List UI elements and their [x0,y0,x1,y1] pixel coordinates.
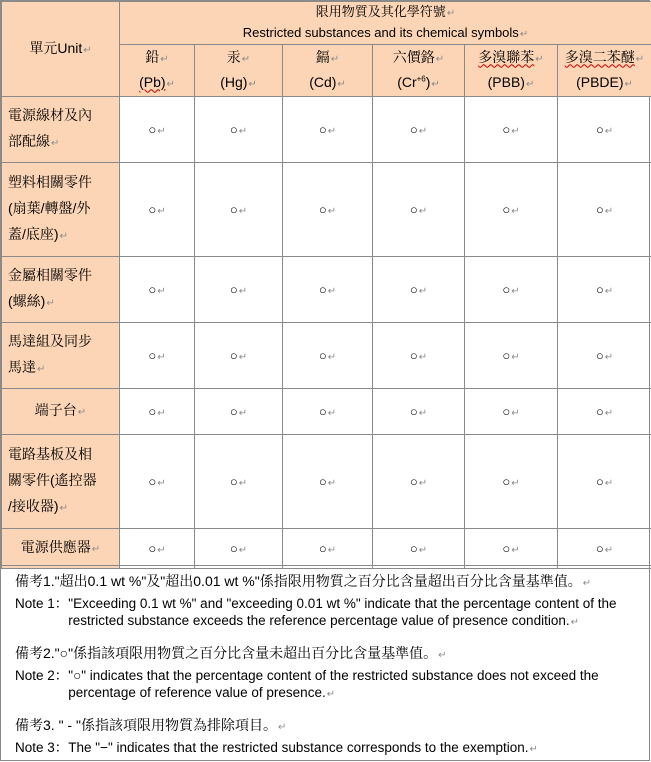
paragraph-mark: ↵ [604,478,614,489]
paragraph-mark: ↵ [604,286,614,297]
compliance-mark: ○ [595,122,604,137]
substance-mark-cell [283,323,373,389]
notes-section [1,565,651,762]
paragraph-mark: ↵ [157,478,166,489]
paragraph-mark: ↵ [157,126,166,137]
unit-name [2,389,120,435]
note-en [15,739,637,758]
substance-header [120,45,195,97]
compliance-mark: ○ [148,348,157,363]
substance-mark-cell [195,97,283,163]
table-row [2,389,651,435]
paragraph-mark: ↵ [431,78,440,90]
unit-column-header: 單元Unit↵ [2,2,120,97]
substance-mark-cell [465,257,558,323]
substance-mark-cell [195,389,283,435]
compliance-mark: ○ [502,404,511,419]
paragraph-mark: ↵ [511,286,520,297]
note-en [15,595,637,631]
note-en-body: The "−" indicates that the restricted substance corresponds to the exemption. [68,740,529,755]
compliance-mark: ○ [229,474,238,489]
substance-name-cn: 鉛 [145,48,160,65]
paragraph-mark: ↵ [160,53,169,65]
substance-mark-cell [465,163,558,257]
substance-mark-cell [465,323,558,389]
substance-symbol: (PBDE) [576,73,624,90]
unit-name-text: 塑料相關零件 (扇葉/轉盤/外 蓋/底座) [8,174,92,242]
compliance-mark: ○ [502,348,511,363]
paragraph-mark: ↵ [327,478,337,489]
compliance-mark: ○ [409,202,418,217]
paragraph-mark: ↵ [511,545,520,556]
substance-mark-cell [465,97,558,163]
substance-mark-cell [558,323,651,389]
substance-mark-cell [373,257,465,323]
compliance-mark: ○ [318,348,327,363]
note-cn [15,714,637,739]
table-row [2,435,651,529]
substance-symbol-close: ) [425,73,431,90]
paragraph-mark: ↵ [582,578,592,589]
paragraph-mark: ↵ [327,126,337,137]
substance-mark-cell [373,323,465,389]
restricted-substances-table [1,1,651,569]
note-cn-text: 備考3. " - "係指該項限用物質為排除項目。 [15,717,277,733]
compliance-mark: ○ [229,282,238,297]
compliance-mark: ○ [148,541,157,556]
paragraph-mark: ↵ [157,352,166,363]
substance-name-cn: 六價鉻 [392,48,435,65]
substance-mark-cell [283,163,373,257]
note-cn-text: 備考2."○"係指該項限用物質之百分比含量未超出百分比含量基準值。 [15,645,438,661]
compliance-mark: ○ [409,404,418,419]
substance-mark-cell [120,435,195,529]
substance-mark-cell [465,435,558,529]
note-cn-text: 備考1."超出0.1 wt %"及"超出0.01 wt %"係指限用物質之百分比含量超出百分比含量基準值。 [15,573,582,589]
unit-name [2,323,120,389]
substance-symbol: (PBB) [487,73,525,90]
paragraph-mark: ↵ [511,478,520,489]
substance-header [465,45,558,97]
paragraph-mark: ↵ [248,78,257,90]
paragraph-mark: ↵ [635,53,645,65]
paragraph-mark: ↵ [511,126,520,137]
unit-name [2,163,120,257]
unit-name-text: 金屬相關零件 (螺絲) [8,267,92,309]
substance-mark-cell [558,257,651,323]
substance-mark-cell [558,97,651,163]
note-en [15,667,637,703]
substance-mark-cell [373,389,465,435]
compliance-mark: ○ [595,541,604,556]
compliance-mark: ○ [318,122,327,137]
compliance-mark: ○ [229,541,238,556]
substances-title-cn: 限用物質及其化學符號 [315,4,446,19]
table-row [2,323,651,389]
substance-symbol-superscript: +6 [416,73,426,83]
paragraph-mark: ↵ [624,78,633,90]
paragraph-mark: ↵ [418,478,428,489]
paragraph-mark: ↵ [46,298,55,309]
paragraph-mark: ↵ [604,206,614,217]
compliance-mark: ○ [229,122,238,137]
paragraph-mark: ↵ [529,744,538,755]
compliance-mark: ○ [318,474,327,489]
compliance-mark: ○ [502,541,511,556]
substance-mark-cell [465,389,558,435]
substance-mark-cell [120,389,195,435]
substance-mark-cell [120,323,195,389]
table-row [2,163,651,257]
paragraph-mark: ↵ [525,78,535,90]
paragraph-mark: ↵ [277,722,287,733]
paragraph-mark: ↵ [327,545,337,556]
substance-symbol: (Cr [397,73,417,90]
compliance-mark: ○ [409,122,418,137]
compliance-mark: ○ [595,474,604,489]
substance-mark-cell [195,529,283,569]
substance-mark-cell [558,435,651,529]
compliance-mark: ○ [148,404,157,419]
paragraph-mark: ↵ [604,352,614,363]
paragraph-mark: ↵ [238,408,248,419]
compliance-mark: ○ [409,474,418,489]
substance-mark-cell [283,389,373,435]
paragraph-mark: ↵ [327,408,337,419]
paragraph-mark: ↵ [238,545,248,556]
substance-name-cn: 鎘 [315,48,330,65]
paragraph-mark: ↵ [37,364,46,375]
unit-name [2,435,120,529]
substance-header [558,45,651,97]
note-label: Note 2： [15,668,69,683]
substance-symbol: (Hg) [220,73,248,90]
paragraph-mark: ↵ [327,206,337,217]
note-en-text [68,739,637,758]
substance-name-cn: 多溴二苯醚 [564,48,635,65]
substance-name-cn: 汞 [226,48,241,65]
paragraph-mark: ↵ [238,352,248,363]
unit-name-text: 馬達組及同步 馬達 [8,333,92,375]
note-en-text [68,667,637,703]
paragraph-mark: ↵ [51,138,60,149]
compliance-mark: ○ [409,282,418,297]
compliance-mark: ○ [409,348,418,363]
paragraph-mark: ↵ [604,545,614,556]
note-en-text [68,595,637,631]
paragraph-mark: ↵ [438,650,447,661]
substances-title-en: Restricted substances and its chemical symbols [242,25,519,40]
compliance-mark: ○ [318,541,327,556]
paragraph-mark: ↵ [511,408,520,419]
paragraph-mark: ↵ [535,53,544,65]
substance-mark-cell [120,257,195,323]
substance-mark-cell [195,435,283,529]
paragraph-mark: ↵ [157,286,166,297]
paragraph-mark: ↵ [91,544,101,555]
paragraph-mark: ↵ [418,206,428,217]
paragraph-mark: ↵ [327,286,337,297]
compliance-mark: ○ [318,202,327,217]
substance-mark-cell [558,163,651,257]
paragraph-mark: ↵ [418,126,428,137]
paragraph-mark: ↵ [238,206,248,217]
paragraph-mark: ↵ [418,408,428,419]
note-label: Note 1： [15,596,69,611]
paragraph-mark: ↵ [604,126,614,137]
substance-mark-cell [195,323,283,389]
substance-header [373,45,465,97]
unit-name [2,257,120,323]
paragraph-mark: ↵ [157,545,166,556]
compliance-mark: ○ [318,404,327,419]
substance-mark-cell [373,163,465,257]
compliance-mark: ○ [229,348,238,363]
compliance-mark: ○ [595,404,604,419]
paragraph-mark: ↵ [418,352,428,363]
substance-mark-cell [120,529,195,569]
paragraph-mark: ↵ [418,286,428,297]
substance-mark-cell [283,97,373,163]
substance-mark-cell [195,163,283,257]
compliance-mark: ○ [502,474,511,489]
unit-name [2,97,120,163]
substance-symbol: (Cd) [309,73,337,90]
substance-mark-cell [373,529,465,569]
paragraph-mark: ↵ [327,352,337,363]
unit-name-text: 電源線材及內 部配線 [8,107,92,149]
paragraph-mark: ↵ [59,503,68,514]
paragraph-mark: ↵ [604,408,614,419]
paragraph-mark: ↵ [157,408,166,419]
substance-header [195,45,283,97]
compliance-mark: ○ [148,282,157,297]
paragraph-mark: ↵ [157,206,166,217]
compliance-mark: ○ [148,474,157,489]
note-label: Note 3： [15,740,69,755]
paragraph-mark: ↵ [238,478,248,489]
substance-mark-cell [195,257,283,323]
note-cn [15,570,637,595]
substance-mark-cell [373,97,465,163]
compliance-mark: ○ [229,404,238,419]
substance-mark-cell [558,389,651,435]
note-cn [15,642,637,667]
compliance-mark: ○ [595,348,604,363]
paragraph-mark: ↵ [330,53,340,65]
compliance-mark: ○ [595,202,604,217]
substance-mark-cell [558,529,651,569]
unit-name-text: 電路基板及相 關零件(遙控器 /接收器) [8,446,97,514]
substance-header [283,45,373,97]
compliance-mark: ○ [502,122,511,137]
paragraph-mark: ↵ [238,286,248,297]
table-row [2,257,651,323]
paragraph-mark: ↵ [59,231,68,242]
paragraph-mark: ↵ [77,407,87,418]
paragraph-mark: ↵ [511,206,520,217]
compliance-mark: ○ [148,202,157,217]
table-row [2,529,651,569]
compliance-mark: ○ [409,541,418,556]
substance-name-cn: 多溴聯苯 [478,48,535,65]
paragraph-mark: ↵ [435,53,445,65]
compliance-mark: ○ [502,202,511,217]
substance-mark-cell [283,529,373,569]
substance-mark-cell [120,163,195,257]
compliance-mark: ○ [148,122,157,137]
substance-mark-cell [283,257,373,323]
note-en-body: "○" indicates that the percentage content of the restricted substance does not exceed the percentage of reference value of presence. [68,668,599,700]
note-en-body: "Exceeding 0.1 wt %" and "exceeding 0.01 wt %" indicate that the percentage content of the restricted substance exceeds the reference percentage value of presence condition. [68,596,617,628]
compliance-mark: ○ [502,282,511,297]
substance-mark-cell [283,435,373,529]
substance-mark-cell [465,529,558,569]
paragraph-mark: ↵ [570,617,579,628]
note-spacer [15,631,637,642]
table-row [2,97,651,163]
paragraph-mark: ↵ [166,78,175,90]
paragraph-mark: ↵ [511,352,520,363]
substance-mark-cell [120,97,195,163]
paragraph-mark: ↵ [238,126,248,137]
compliance-mark: ○ [595,282,604,297]
note-spacer [15,703,637,714]
paragraph-mark: ↵ [418,545,428,556]
paragraph-mark: ↵ [326,689,336,700]
substance-mark-cell [373,435,465,529]
compliance-mark: ○ [318,282,327,297]
unit-name-text: 端子台 [34,402,77,418]
unit-name [2,529,120,569]
substances-title: 限用物質及其化學符號↵ Restricted substances and its chemical symbols↵ [120,2,651,45]
paragraph-mark: ↵ [241,53,251,65]
substance-symbol: (Pb) [139,73,166,90]
compliance-mark: ○ [229,202,238,217]
unit-name-text: 電源供應器 [20,539,91,555]
paragraph-mark: ↵ [337,78,346,90]
